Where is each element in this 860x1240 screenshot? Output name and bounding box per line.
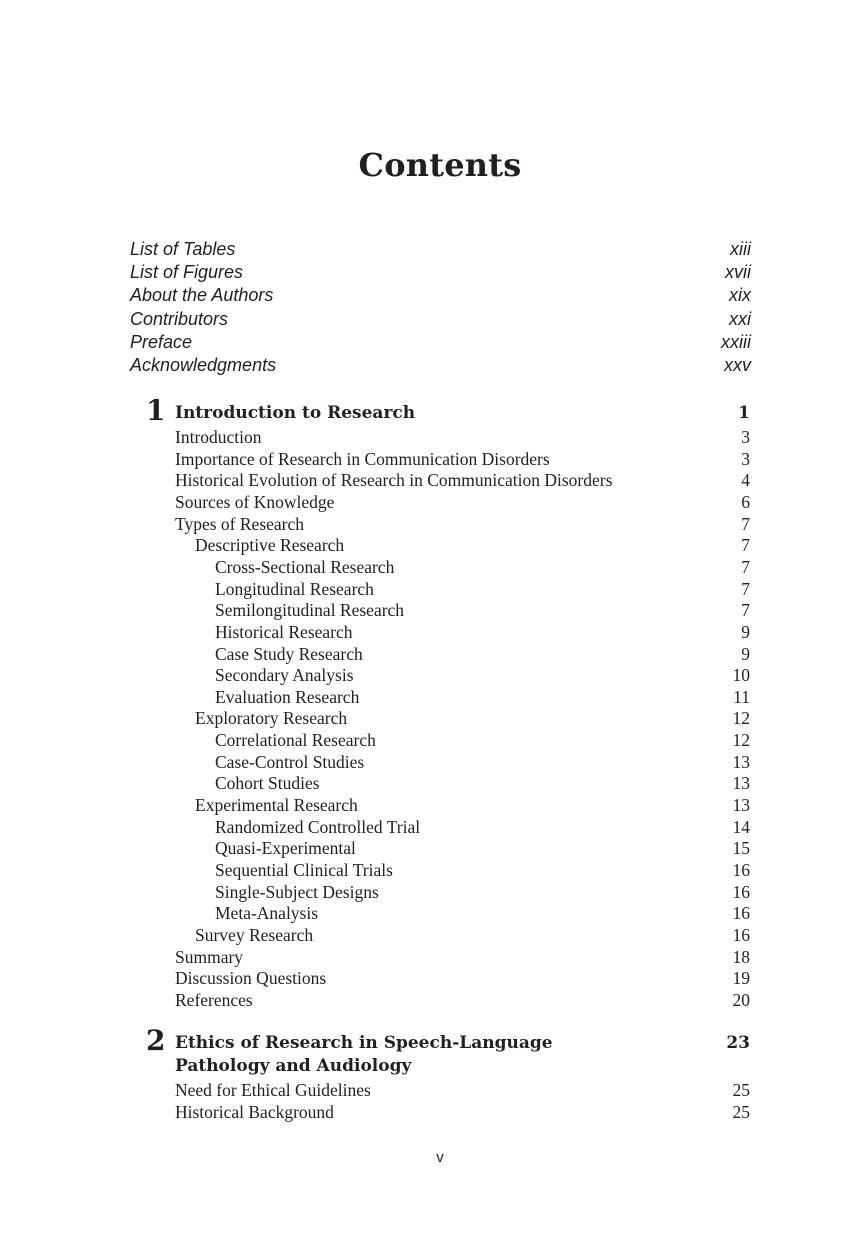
entry-page-number: 13 bbox=[732, 773, 750, 794]
toc-entry[interactable] bbox=[195, 925, 750, 946]
entry-label: Discussion Questions bbox=[175, 968, 327, 989]
chapter-page: 23 bbox=[726, 1033, 750, 1053]
entry-label: List of Tables bbox=[130, 239, 236, 259]
toc-entry[interactable] bbox=[215, 665, 750, 686]
entry-label: Experimental Research bbox=[195, 795, 358, 816]
toc-entry[interactable] bbox=[195, 708, 750, 729]
entry-page-number: 7 bbox=[741, 513, 750, 534]
entry-page-number: 13 bbox=[732, 795, 750, 816]
toc-entry[interactable] bbox=[215, 644, 750, 665]
entry-label: Contributors bbox=[130, 308, 229, 329]
entry-label: Case-Control Studies bbox=[215, 751, 365, 772]
entry-label: Sequential Clinical Trials bbox=[215, 860, 393, 880]
entry-label: Cross-Sectional Research bbox=[215, 556, 395, 577]
entry-label: Summary bbox=[175, 946, 244, 967]
entry-page-number: 18 bbox=[732, 946, 750, 967]
toc-entry[interactable] bbox=[215, 882, 750, 903]
entry-page-number: 7 bbox=[741, 600, 750, 621]
entry-page-number: 16 bbox=[732, 881, 750, 902]
toc-entry[interactable] bbox=[215, 579, 750, 600]
chapter-number: 2 bbox=[146, 1024, 166, 1057]
entry-page-number: xxiii bbox=[721, 331, 751, 352]
entry-label: Acknowledgments bbox=[130, 355, 277, 375]
front-matter-entry[interactable] bbox=[130, 261, 751, 283]
entry-page-number: 15 bbox=[732, 838, 750, 859]
entry-page-number: 16 bbox=[732, 860, 750, 880]
entry-page-number: 25 bbox=[732, 1102, 750, 1122]
entry-page-number: 7 bbox=[741, 556, 750, 577]
toc-entry[interactable] bbox=[175, 514, 750, 535]
entry-page-number: 9 bbox=[741, 621, 750, 642]
toc-entry[interactable] bbox=[175, 947, 750, 968]
entry-page-number: 7 bbox=[741, 578, 750, 599]
entry-label: Exploratory Research bbox=[195, 708, 348, 729]
entry-label: Need for Ethical Guidelines bbox=[175, 1080, 371, 1100]
toc-entry[interactable] bbox=[215, 838, 750, 859]
entry-page-number: xix bbox=[729, 285, 751, 306]
toc-entry[interactable] bbox=[215, 557, 750, 578]
toc-entry[interactable] bbox=[195, 535, 750, 556]
toc-entry[interactable] bbox=[215, 817, 750, 838]
entry-label: Descriptive Research bbox=[195, 535, 345, 556]
front-matter-entry[interactable] bbox=[130, 284, 751, 306]
entry-label: About the Authors bbox=[130, 285, 274, 306]
entry-label: Randomized Controlled Trial bbox=[215, 816, 421, 837]
entry-page-number: xxv bbox=[724, 355, 751, 375]
entry-page-number: xiii bbox=[730, 239, 751, 259]
front-matter-entry[interactable] bbox=[130, 331, 751, 353]
entry-label: Longitudinal Research bbox=[215, 578, 374, 599]
entry-label: Types of Research bbox=[175, 513, 305, 534]
toc-entry[interactable] bbox=[215, 600, 750, 621]
front-matter-entry[interactable] bbox=[130, 238, 751, 260]
entry-page-number: 11 bbox=[733, 686, 750, 707]
toc-entry[interactable] bbox=[215, 773, 750, 794]
front-matter-entry[interactable] bbox=[130, 308, 751, 330]
chapter-title: Ethics of Research in Speech-Language Pathology and Audiology bbox=[175, 1033, 553, 1076]
toc-entry[interactable] bbox=[175, 470, 750, 491]
chapter-title: Introduction to Research bbox=[175, 403, 416, 423]
entry-page-number: 16 bbox=[732, 903, 750, 924]
chapter-page: 1 bbox=[738, 403, 750, 423]
entry-page-number: 25 bbox=[732, 1080, 750, 1100]
front-matter-entry[interactable] bbox=[130, 354, 751, 376]
entry-label: Historical Evolution of Research in Communication Disorders bbox=[175, 470, 613, 491]
entry-label: Preface bbox=[130, 331, 193, 352]
entry-page-number: 16 bbox=[732, 924, 750, 945]
toc-entry[interactable] bbox=[175, 1080, 750, 1101]
toc-entry[interactable] bbox=[175, 1102, 750, 1123]
entry-label: Cohort Studies bbox=[215, 773, 320, 794]
toc-entry[interactable] bbox=[175, 492, 750, 513]
entry-page-number: 9 bbox=[741, 643, 750, 664]
entry-label: Quasi-Experimental bbox=[215, 838, 356, 859]
entry-page-number: 7 bbox=[741, 535, 750, 556]
entry-page-number: 12 bbox=[732, 708, 750, 729]
entry-label: References bbox=[175, 989, 253, 1010]
entry-page-number: 20 bbox=[732, 989, 750, 1010]
entry-label: Secondary Analysis bbox=[215, 665, 354, 686]
toc-entry[interactable] bbox=[215, 860, 750, 881]
entry-label: Survey Research bbox=[195, 924, 314, 945]
toc-entry[interactable] bbox=[175, 990, 750, 1011]
entry-page-number: 12 bbox=[732, 730, 750, 751]
toc-entry[interactable] bbox=[215, 903, 750, 924]
entry-page-number: 14 bbox=[732, 816, 750, 837]
entry-label: Semilongitudinal Research bbox=[215, 600, 405, 621]
entry-label: Historical Research bbox=[215, 621, 353, 642]
toc-entry[interactable] bbox=[215, 622, 750, 643]
entry-label: Correlational Research bbox=[215, 730, 376, 751]
entry-label: Sources of Knowledge bbox=[175, 491, 335, 512]
entry-label: Case Study Research bbox=[215, 643, 363, 664]
toc-entry[interactable] bbox=[215, 687, 750, 708]
toc-entry[interactable] bbox=[195, 795, 750, 816]
entry-page-number: 3 bbox=[741, 427, 750, 447]
entry-page-number: 10 bbox=[732, 665, 750, 686]
entry-label: Single-Subject Designs bbox=[215, 881, 379, 902]
entry-label: List of Figures bbox=[130, 262, 244, 283]
toc-entry[interactable] bbox=[175, 968, 750, 989]
toc-entry[interactable] bbox=[175, 427, 750, 448]
entry-page-number: xxi bbox=[729, 308, 751, 329]
chapter-number: 1 bbox=[146, 394, 166, 427]
entry-label: Evaluation Research bbox=[215, 686, 360, 707]
toc-entry[interactable] bbox=[175, 449, 750, 470]
entry-label: Introduction bbox=[175, 427, 262, 447]
entry-label: Historical Background bbox=[175, 1102, 334, 1122]
entry-page-number: 6 bbox=[741, 491, 750, 512]
page-title: Contents bbox=[358, 146, 522, 184]
entry-label: Importance of Research in Communication Disorders bbox=[175, 448, 550, 469]
entry-page-number: 4 bbox=[741, 470, 750, 491]
entry-label: Meta-Analysis bbox=[215, 903, 319, 924]
entry-page-number: 3 bbox=[741, 448, 750, 469]
toc-entry[interactable] bbox=[215, 752, 750, 773]
entry-page-number: 19 bbox=[732, 968, 750, 989]
toc-entry[interactable] bbox=[215, 730, 750, 751]
entry-page-number: xvii bbox=[725, 262, 751, 283]
page-number: v bbox=[436, 1149, 444, 1166]
entry-page-number: 13 bbox=[732, 751, 750, 772]
